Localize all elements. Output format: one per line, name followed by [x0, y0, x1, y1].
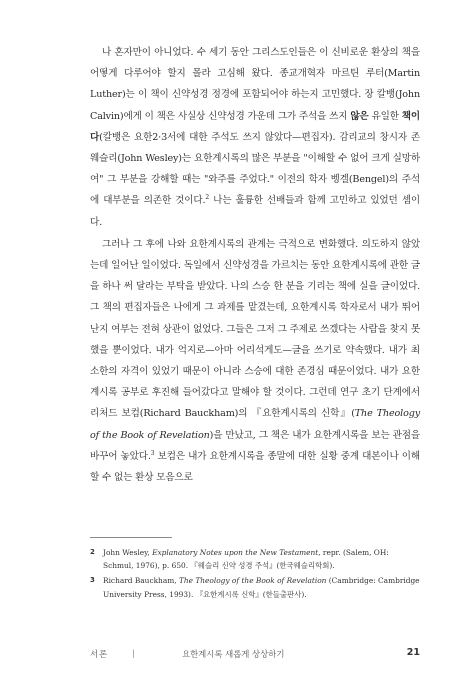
footnote-details: (Cambridge: Cambridge University Press, 1993). 『요한계시록 신학』(한들출판사). [103, 576, 420, 599]
footnote-divider [90, 537, 172, 538]
footnote-title: Explanatory Notes upon the New Testament [152, 548, 319, 557]
footnote-2 [90, 546, 420, 572]
footnote-author: John Wesley, [103, 548, 153, 557]
footnote-3 [90, 574, 420, 600]
footnote-ref-2[interactable]: 2 [205, 194, 210, 202]
footnote-details: , repr. (Salem, OH: Schmul, 1976), p. 650. 『웨슬리 신약 성경 주석』(한국웨슬리학회). [103, 548, 389, 571]
footnote-author: Richard Bauckham, [103, 576, 179, 586]
paragraph-2-text-c: 보컴은 내가 요한계시록을 종말에 대한 실황 중계 대본이나 이해할 수 없는 환상 모음으로 [90, 450, 420, 484]
paragraph-2 [90, 234, 420, 488]
emphasis-not: 않은 [350, 110, 369, 122]
page-footer [90, 648, 420, 662]
paragraph-1-text-b: 유일한 [368, 110, 402, 122]
page-number: 21 [406, 647, 420, 658]
footnote-number: 2 [90, 548, 95, 556]
running-book-title: 요한계시록 새롭게 상상하기 [182, 649, 285, 659]
paragraph-1-text-c: (칼뱅은 요한2·3서에 대한 주석도 쓰지 않았다—편집자). 감리교의 창시자 존 웨슬리(John Wesley)는 요한계시록의 많은 부분을 "이해할 수 없어 크게 실망하여" 그 부분을 강해할 때는 "와주를 주었다." 이전의 학자 벵겔(Bengel)의 주석에 대부분을 의존한 것이다. [90, 131, 420, 207]
paragraph-1-text-d: 나는 훌륭한 선배들과 함께 고민하고 있었던 셈이다. [90, 195, 420, 228]
emphasis-book: 책이다 [90, 110, 420, 143]
section-label: 서론 [90, 649, 109, 659]
footer-separator: | [132, 648, 135, 658]
footnote-title: The Theology of the Book of Revelation [178, 576, 327, 586]
paragraph-1 [90, 42, 420, 233]
footnote-number: 3 [90, 576, 95, 585]
book-title-italic: The Theology of the Book of Revelation [90, 408, 420, 441]
footnotes [90, 546, 420, 603]
paragraph-1-text-a: 나 혼자만이 아니었다. 수 세기 동안 그리스도인들은 이 신비로운 환상의 책을 어떻게 다루어야 할지 몰라 고심해 왔다. 종교개혁자 마르틴 루터(Martin Luther)는 이 책이 신약성경 정경에 포함되어야 하는지 고민했다. 장 칼뱅(John Calvin)에게 이 책은 사실상 신약성경 가운데 그가 주석을 쓰지 [90, 47, 420, 122]
footnote-ref-3[interactable]: 3 [150, 449, 155, 457]
main-text [90, 42, 420, 488]
paragraph-2-text-a: 그러나 그 후에 나와 요한계시록의 관계는 극적으로 변화했다. 의도하지 않았는데 일어난 일이었다. 독일에서 신약성경을 가르치는 동안 요한계시록에 관한 글을 하나 써 달라는 부탁을 받았다. 나의 스승 한 분을 기리는 책에 실을 글이었다. 그 책의 편집자들은 나에게 그 과제를 맡겼는데, 요한계시록 학자로서 내가 뛰어난지 여부는 전혀 상관이 없었다. 그들은 그저 그 주제로 쓰겠다는 사람을 찾지 못했을 뿐이었다. 내가 억지로—아마 어리석게도—글을 쓰기로 약속했다. 내가 최소한의 자격이 있었기 때문이 아니라 스승에 대한 존경심 때문이었다. 내가 요한계시록 공부로 후진해 들어갔다고 말해야 할 것이다. 그런데 연구 초기 단계에서 리처드 보컴(Richard Bauckham)의 『요한계시록의 신학』( [90, 238, 420, 420]
paragraph-2-text-b: )을 만났고, 그 책은 내가 요한계시록을 보는 관점을 바꾸어 놓았다. [90, 429, 420, 462]
